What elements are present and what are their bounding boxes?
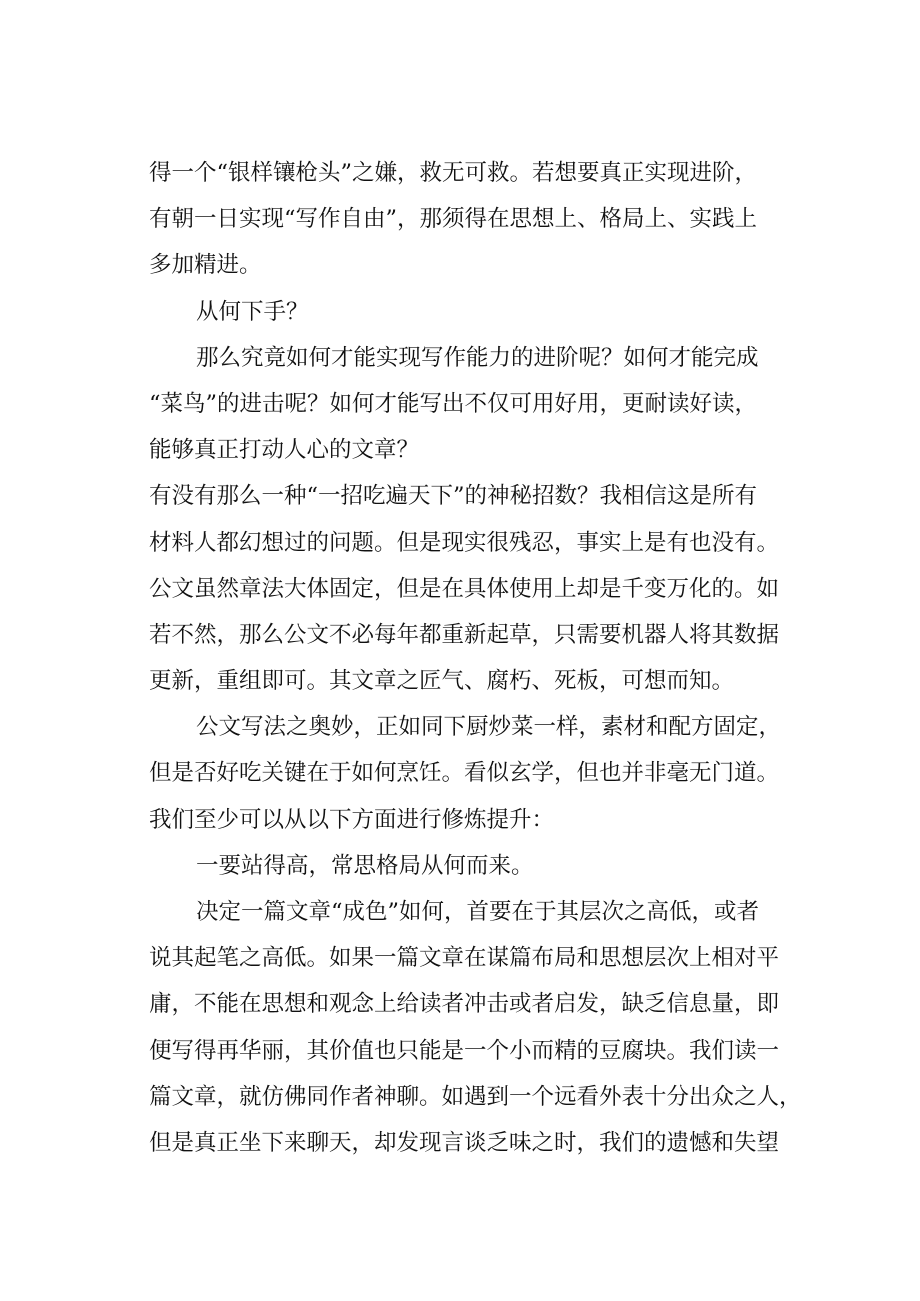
text-line: 一要站得高，常思格局从何而来。 — [196, 852, 534, 879]
text-line: 庸，不能在思想和观念上给读者冲击或者启发，缺乏信息量，即 — [149, 991, 780, 1018]
text-line: 但是真正坐下来聊天，却发现言谈乏味之时，我们的遗憾和失望 — [149, 1129, 780, 1156]
body-text — [149, 150, 802, 1166]
text-line: 有朝一日实现“写作自由”，那须得在思想上、格局上、实践上 — [149, 206, 758, 233]
text-line: 便写得再华丽，其价值也只能是一个小而精的豆腐块。我们读一 — [149, 1037, 780, 1064]
text-line: 若不然，那么公文不必每年都重新起草，只需要机器人将其数据 — [149, 621, 780, 648]
text-line: 但是否好吃关键在于如何烹饪。看似玄学，但也并非毫无门道。 — [149, 760, 780, 787]
text-line: 公文写法之奥妙，正如同下厨炒菜一样，素材和配方固定， — [196, 714, 782, 741]
text-line: 说其起笔之高低。如果一篇文章在谋篇布局和思想层次上相对平 — [149, 945, 780, 972]
text-line: 从何下手？ — [196, 298, 309, 325]
text-line: 那么究竟如何才能实现写作能力的进阶呢？如何才能完成 — [196, 344, 759, 371]
text-line: 我们至少可以从以下方面进行修炼提升： — [149, 806, 555, 833]
text-line: 决定一篇文章“成色”如何，首要在于其层次之高低，或者 — [196, 899, 760, 925]
text-line: 多加精进。 — [149, 252, 262, 279]
text-line: “菜鸟”的进击呢？如何才能写出不仅可用好用，更耐读好读， — [149, 390, 758, 417]
text-line: 有没有那么一种“一招吃遍天下”的神秘招数？我相信这是所有 — [149, 483, 758, 510]
text-line: 得一个“银样镶枪头”之嫌，救无可救。若想要真正实现进阶， — [149, 160, 758, 186]
text-line: 材料人都幻想过的问题。但是现实很残忍，事实上是有也没有。 — [149, 529, 780, 556]
text-line: 更新，重组即可。其文章之匠气、腐朽、死板，可想而知。 — [149, 668, 735, 695]
text-line: 篇文章，就仿佛同作者神聊。如遇到一个远看外表十分出众之人， — [149, 1083, 802, 1110]
text-line: 公文虽然章法大体固定，但是在具体使用上却是千变万化的。如 — [149, 575, 780, 602]
text-line: 能够真正打动人心的文章？ — [149, 437, 420, 464]
